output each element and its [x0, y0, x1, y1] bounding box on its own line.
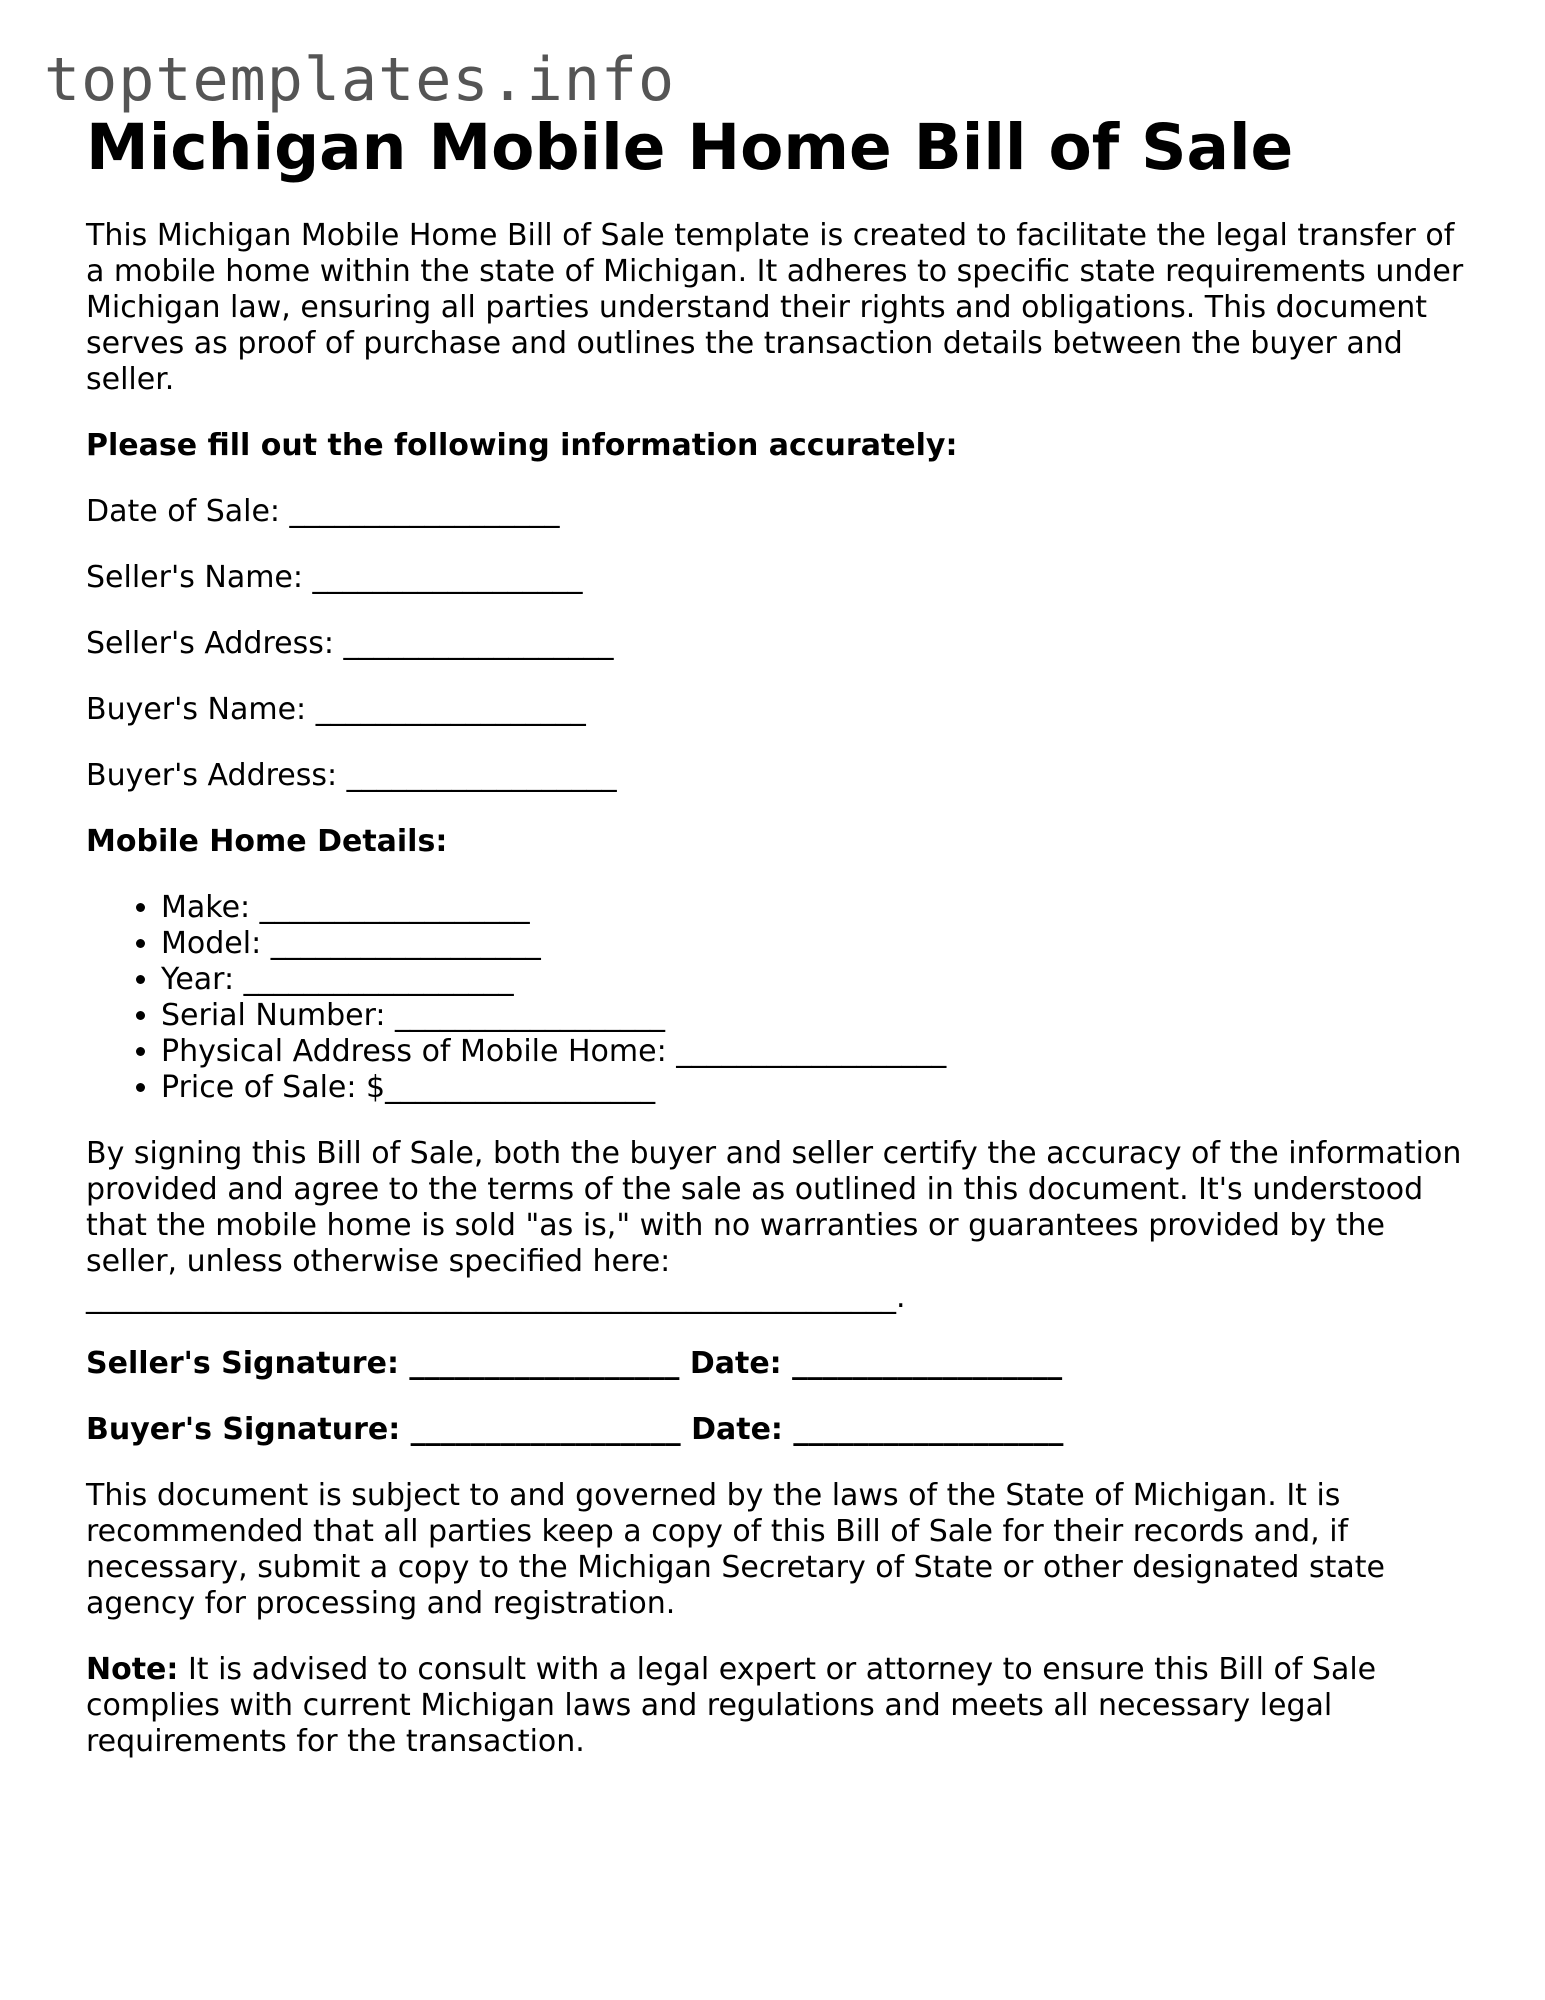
seller-address-field[interactable]: Seller's Address: __________________: [86, 626, 614, 661]
mobile-home-details-list: [86, 890, 1466, 1106]
seller-name-field[interactable]: Seller's Name: __________________: [86, 560, 583, 595]
serial-number-field[interactable]: • Serial Number: __________________: [161, 998, 1466, 1034]
seller-signature-line[interactable]: Seller's Signature: __________________ Date: __________________: [86, 1346, 1063, 1381]
mobile-home-details-heading: Mobile Home Details:: [86, 824, 448, 859]
physical-address-field[interactable]: • Physical Address of Mobile Home: __________________: [161, 1034, 1466, 1070]
make-field[interactable]: • Make: __________________: [161, 890, 1466, 926]
year-field[interactable]: • Year: __________________: [161, 962, 1466, 998]
fill-out-prompt: Please fill out the following information accurately:: [86, 428, 958, 463]
certification-paragraph: By signing this Bill of Sale, both the buyer and seller certify the accuracy of the information provided and agree to the terms of the sale as outlined in this document. It's understood that the mobile home is sold "as is," with no warranties or guarantees provided by the seller, unless otherwise specified here: ______________________________________________________.: [86, 1136, 1462, 1315]
price-of-sale-field[interactable]: • Price of Sale: $__________________: [161, 1070, 1466, 1106]
page-title: Michigan Mobile Home Bill of Sale: [86, 111, 1294, 184]
note-text: It is advised to consult with a legal expert or attorney to ensure this Bill of Sale complies with current Michigan laws and regulations and meets all necessary legal requirements for the transaction.: [86, 1652, 1377, 1759]
document-body: [86, 108, 1466, 1760]
buyer-address-field[interactable]: Buyer's Address: __________________: [86, 758, 617, 793]
note-label: Note:: [86, 1652, 179, 1687]
buyer-name-field[interactable]: Buyer's Name: __________________: [86, 692, 586, 727]
intro-paragraph: This Michigan Mobile Home Bill of Sale template is created to facilitate the legal transfer of a mobile home within the state of Michigan. It adheres to specific state requirements under Michigan law, ensuring all parties understand their rights and obligations. This document serves as proof of purchase and outlines the transaction details between the buyer and seller.: [86, 218, 1464, 397]
watermark: toptemplates.info: [44, 45, 676, 115]
model-field[interactable]: • Model: __________________: [161, 926, 1466, 962]
governing-law-paragraph: This document is subject to and governed by the laws of the State of Michigan. It is recommended that all parties keep a copy of this Bill of Sale for their records and, if necessary, submit a copy to the Michigan Secretary of State or other designated state agency for processing and registration.: [86, 1478, 1386, 1621]
buyer-signature-line[interactable]: Buyer's Signature: __________________ Date: __________________: [86, 1412, 1064, 1447]
note-paragraph: [86, 1652, 1466, 1760]
date-of-sale-field[interactable]: Date of Sale: __________________: [86, 494, 560, 529]
